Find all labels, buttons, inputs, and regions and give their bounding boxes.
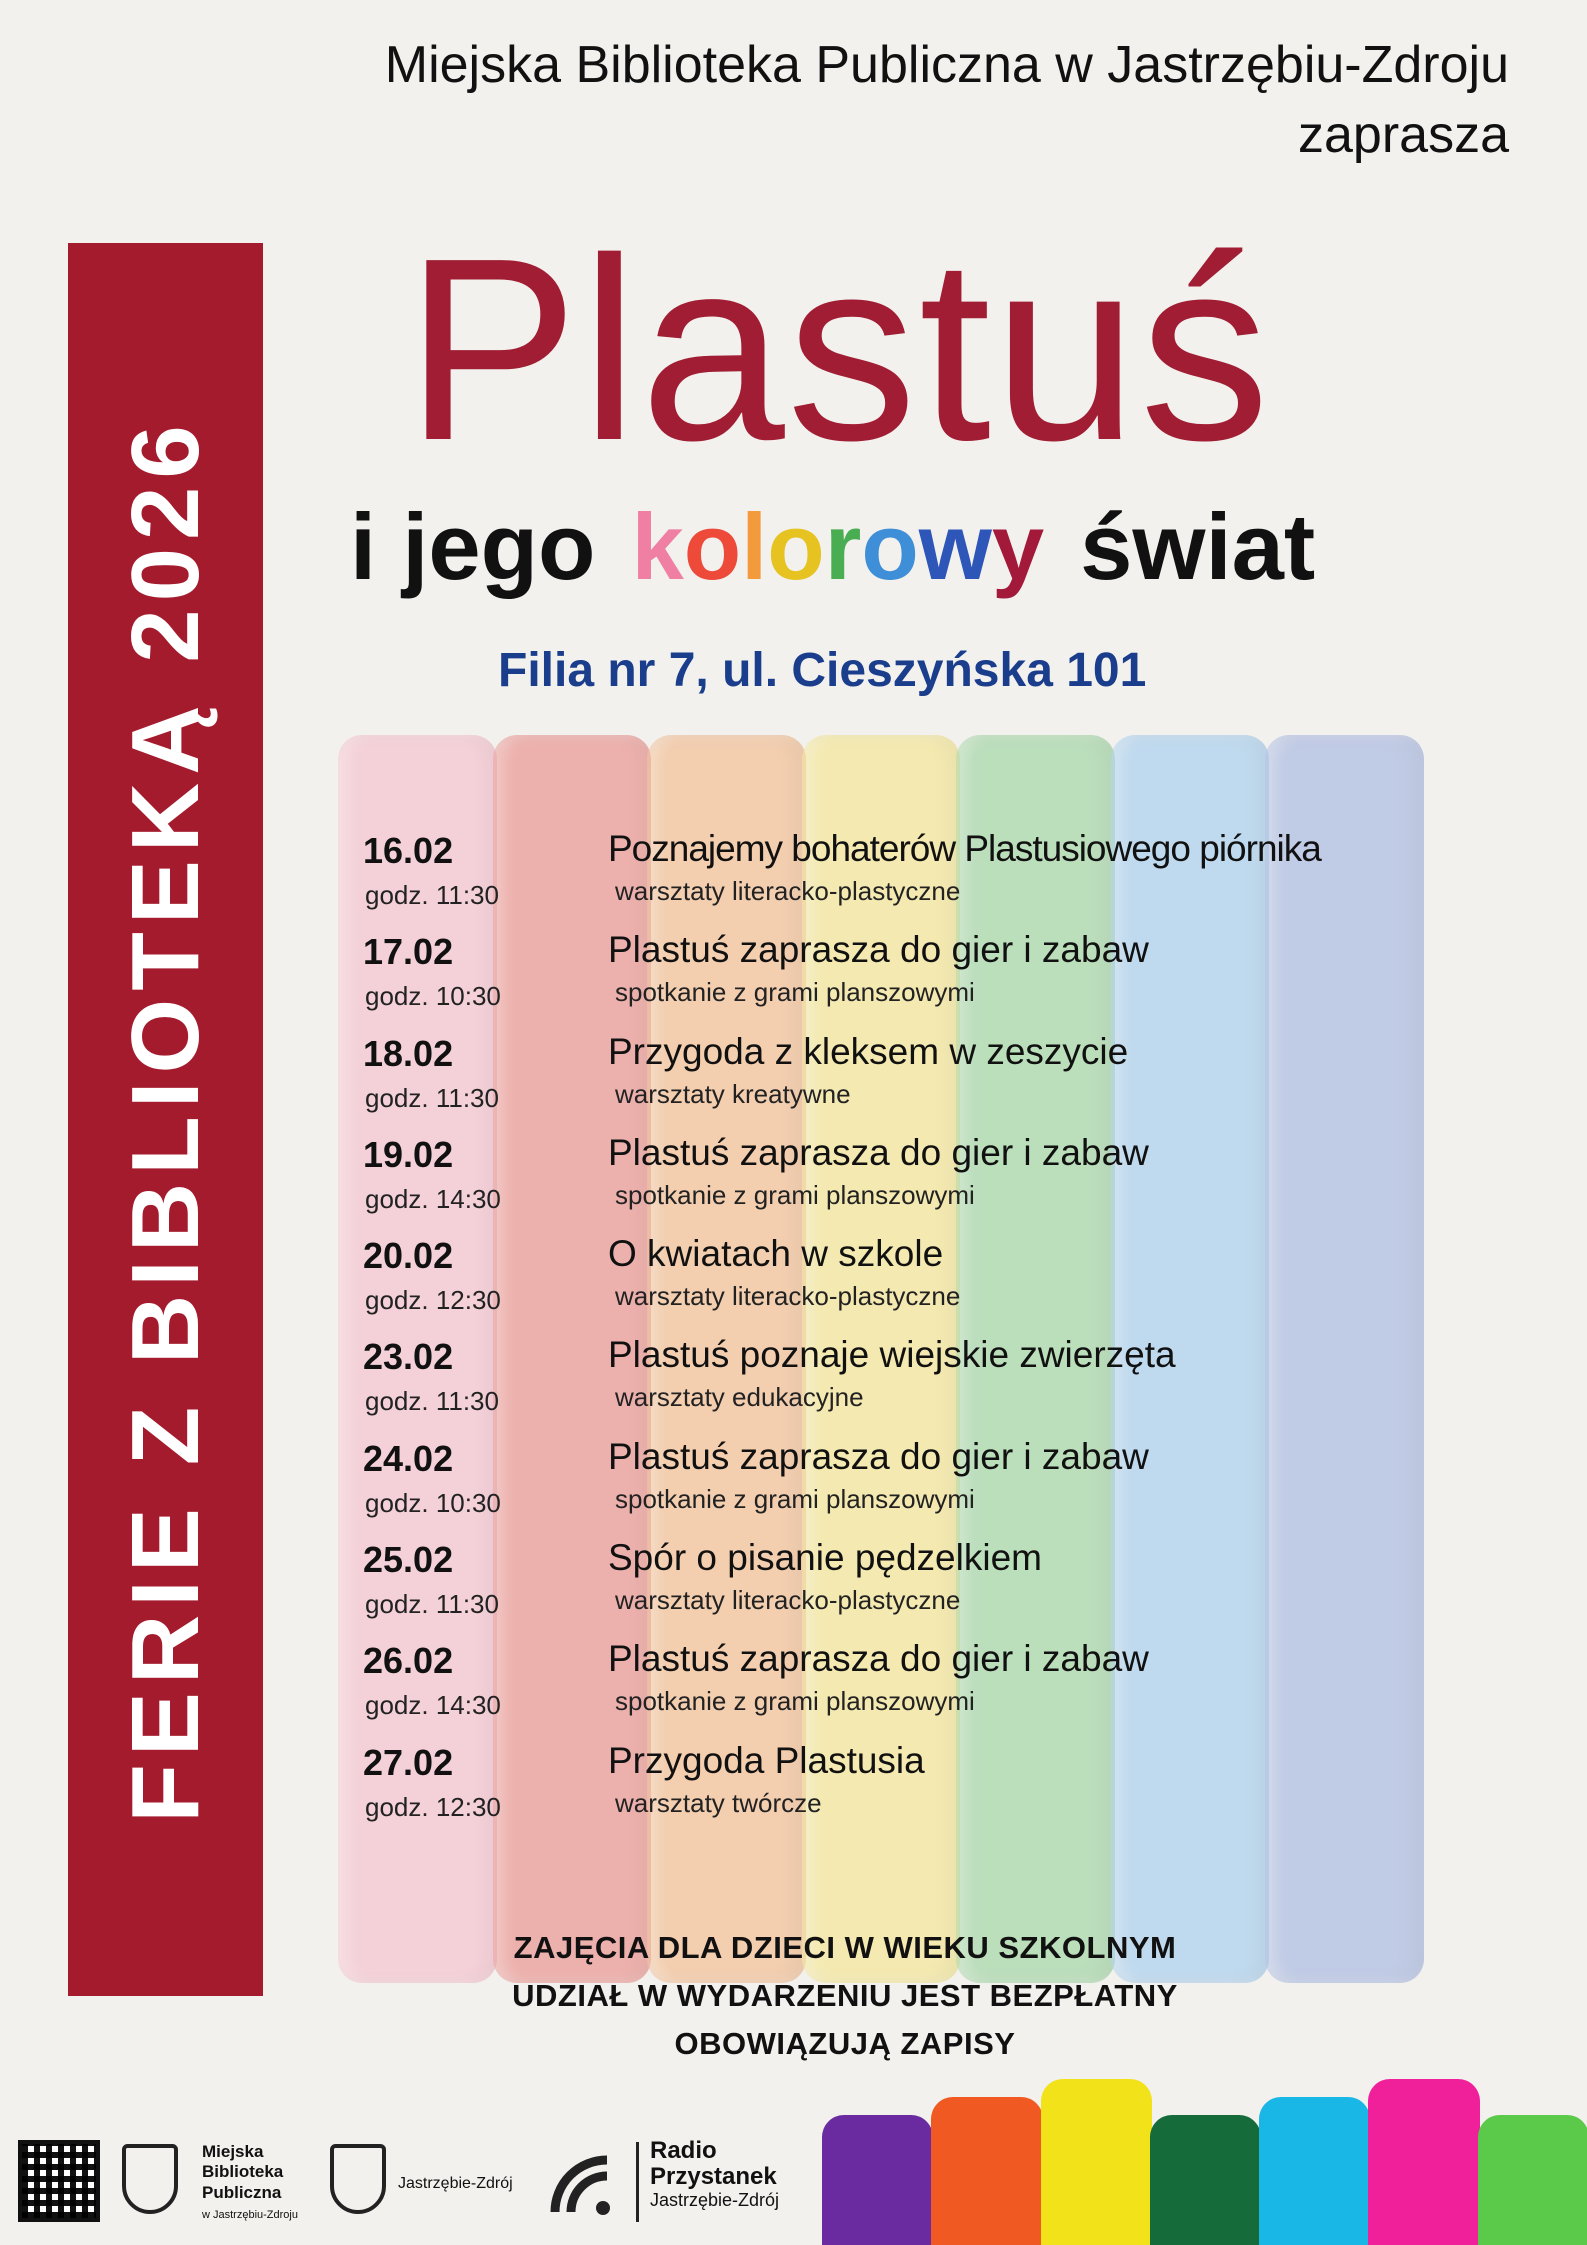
event-date: 26.02 (363, 1640, 454, 1682)
event-type: warsztaty edukacyjne (615, 1382, 864, 1413)
event-date: 17.02 (363, 931, 454, 973)
plasticine-blob (1368, 2079, 1479, 2245)
kolorowy-letter: k (631, 494, 684, 599)
event-type: warsztaty literacko-plastyczne (615, 876, 961, 906)
event-title: Plastuś zaprasza do gier i zabaw (608, 1131, 1149, 1173)
event-title: Przygoda z kleksem w zeszycie (608, 1030, 1129, 1072)
city-logo-text: Jastrzębie-Zdrój (398, 2175, 513, 2192)
event-time: godz. 11:30 (365, 1082, 499, 1113)
plasticine-decoration (822, 2060, 1587, 2245)
kolorowy-letter: r (824, 494, 862, 599)
event-date: 20.02 (363, 1235, 454, 1277)
subtitle-part1: i jego (350, 494, 596, 599)
subtitle-kolorowy (631, 494, 1044, 599)
subtitle-part3: świat (1080, 494, 1316, 599)
footer-note-free: UDZIAŁ W WYDARZENIU JEST BEZPŁATNY (512, 1978, 1178, 2013)
event-type: warsztaty literacko-plastyczne (615, 1281, 961, 1312)
event-title: Plastuś poznaje wiejskie zwierzęta (608, 1334, 1176, 1376)
plasticine-blob (931, 2097, 1042, 2245)
plasticine-blob (1150, 2115, 1261, 2245)
kolorowy-letter: y (991, 494, 1045, 599)
kolorowy-letter: o (861, 494, 919, 599)
event-title: O kwiatach w szkole (608, 1233, 944, 1275)
event-type: spotkanie z grami planszowymi (615, 1179, 975, 1210)
kolorowy-letter: l (741, 494, 768, 599)
library-name: Miejska Biblioteka Publiczna w Jastrzębiu-Zdroju (384, 36, 1509, 94)
event-type: spotkanie z grami planszowymi (615, 1483, 975, 1514)
plasticine-blob (822, 2115, 933, 2245)
event-date: 19.02 (363, 1133, 454, 1175)
event-time: godz. 14:30 (365, 1183, 501, 1214)
event-row (363, 1030, 1483, 1134)
event-row (363, 830, 1483, 931)
event-row (363, 1235, 1483, 1336)
kolorowy-letter: o (767, 494, 825, 599)
event-time: godz. 11:30 (365, 880, 499, 910)
event-title: Plastuś zaprasza do gier i zabaw (608, 1638, 1149, 1680)
event-type: warsztaty literacko-plastyczne (615, 1585, 961, 1616)
event-time: godz. 12:30 (365, 1285, 501, 1316)
event-title: Przygoda Plastusia (608, 1739, 925, 1781)
library-crest-icon (122, 2144, 178, 2214)
event-time: godz. 10:30 (365, 1487, 501, 1518)
event-row (363, 1539, 1483, 1640)
event-title: Spór o pisanie pędzelkiem (608, 1537, 1042, 1579)
event-time: godz. 11:30 (365, 1589, 499, 1620)
event-date: 25.02 (363, 1539, 454, 1581)
plasticine-blob (1478, 2115, 1587, 2245)
event-date: 16.02 (363, 830, 454, 871)
event-row (363, 1640, 1483, 1741)
library-logo-text: Miejska Biblioteka Publiczna w Jastrzębiu-Zdroju (202, 2142, 298, 2222)
invites-text: zaprasza (1298, 106, 1509, 165)
header (385, 30, 1509, 170)
plasticine-blob (1041, 2079, 1152, 2245)
event-type: warsztaty twórcze (615, 1787, 822, 1818)
event-time: godz. 10:30 (365, 981, 501, 1012)
event-row (363, 1336, 1483, 1437)
event-title: Plastuś zaprasza do gier i zabaw (608, 1435, 1149, 1477)
event-date: 24.02 (363, 1437, 454, 1479)
sponsor-logos (0, 2120, 830, 2245)
event-title: Plastuś zaprasza do gier i zabaw (608, 929, 1149, 971)
kolorowy-letter: w (918, 494, 992, 599)
event-row (363, 1739, 1483, 1843)
event-title: Poznajemy bohaterów Plastusiowego piórnika (608, 828, 1321, 869)
plasticine-blob (1259, 2097, 1370, 2245)
event-date: 18.02 (363, 1032, 454, 1074)
event-time: godz. 11:30 (365, 1386, 499, 1417)
branch-address: Filia nr 7, ul. Cieszyńska 101 (498, 644, 1147, 697)
footer-note-age: ZAJĘCIA DLA DZIECI W WIEKU SZKOLNYM (513, 1930, 1177, 1965)
event-schedule (363, 830, 1483, 1843)
event-type: spotkanie z grami planszowymi (615, 977, 975, 1008)
radio-logo-text: Radio Przystanek Jastrzębie-Zdrój (650, 2137, 780, 2210)
page-title: Plastuś (405, 205, 1272, 495)
event-time: godz. 12:30 (365, 1791, 501, 1822)
qr-code-icon[interactable] (18, 2140, 100, 2222)
event-row (363, 1435, 1483, 1539)
event-date: 27.02 (363, 1741, 454, 1783)
subtitle (350, 494, 1316, 599)
event-type: spotkanie z grami planszowymi (615, 1686, 975, 1717)
event-time: godz. 14:30 (365, 1690, 501, 1721)
kolorowy-letter: o (683, 494, 742, 599)
event-row (363, 1131, 1483, 1235)
radio-signal-icon (545, 2150, 615, 2220)
side-banner (68, 243, 263, 1996)
event-type: warsztaty kreatywne (615, 1078, 851, 1109)
side-banner-text: FERIE Z BIBLIOTEKĄ 2026 (111, 416, 219, 1823)
footer-note-signup: OBOWIĄZUJĄ ZAPISY (674, 2026, 1016, 2061)
event-date: 23.02 (363, 1336, 454, 1378)
city-crest-icon (330, 2144, 386, 2214)
event-row (363, 931, 1483, 1032)
